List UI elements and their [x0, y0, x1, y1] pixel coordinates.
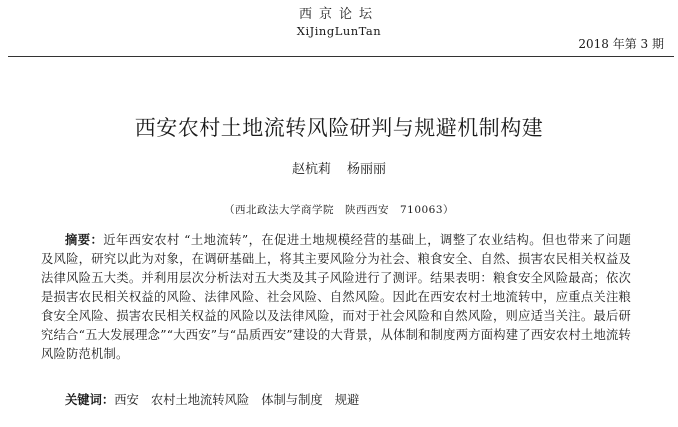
header-divider — [8, 56, 674, 57]
keywords — [65, 392, 359, 408]
abstract-text: 近年西安农村 “土地流转”，在促进土地规模经营的基础上，调整了农业结构。但也带来了问题及风险，研究以此为对象，在调研基础上，将其主要风险分为社会、粮食安全、自然、损害农民相关权益及法律风险五大类。并利用层次分析法对五大类及其子风险进行了测评。结果表明：粮食安全风险最高；依次是损害农民相关权益的风险、法律风险、社会风险、自然风险。因此在西安农村土地流转中，应重点关注粮食安全风险、损害农民相关权益的风险以及法律风险，而对于社会风险和自然风险，则应适当关注。最后研究结合“五大发展理念”“大西安”与“品质西安”建设的大背景，从体制和制度两方面构建了西安农村土地流转风险防范机制。 — [41, 233, 631, 361]
abstract-label: 摘要： — [65, 233, 104, 247]
keyword: 规避 — [334, 393, 360, 407]
journal-name: 西京论坛 — [298, 7, 379, 22]
keyword: 农村土地流转风险 — [150, 393, 250, 407]
issue-number: 2018 年第 3 期 — [578, 37, 664, 51]
author-name: 赵杭莉 — [291, 162, 331, 177]
keywords-label: 关键词： — [65, 393, 115, 407]
author-name: 杨丽丽 — [347, 162, 387, 177]
keyword: 体制与制度 — [261, 393, 323, 407]
journal-pinyin: XiJingLunTan — [296, 24, 382, 38]
abstract — [41, 231, 631, 364]
keyword: 西安 — [114, 393, 139, 407]
paper-title: 西安农村土地流转风险研判与规避机制构建 — [134, 116, 544, 140]
author-list — [0, 162, 678, 178]
author-affiliation: （西北政法大学商学院 陕西西安 710063） — [223, 204, 455, 216]
